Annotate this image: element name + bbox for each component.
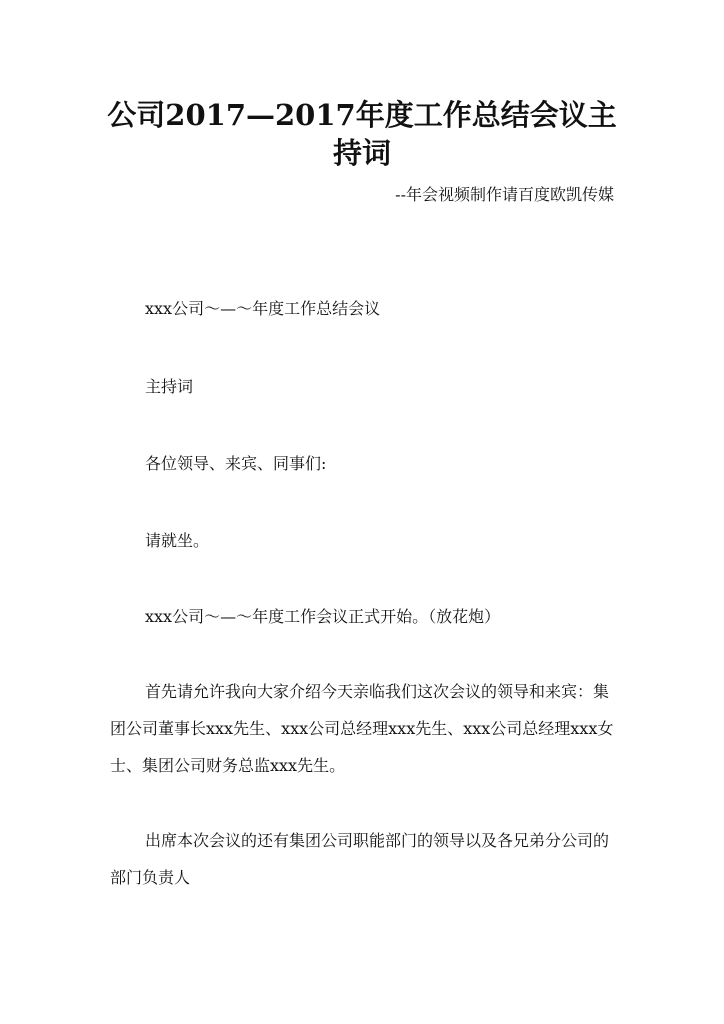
paragraph-greeting: 各位领导、来宾、同事们: [145, 454, 327, 473]
document-title: 公司2017—2017年度工作总结会议主持词 [107, 98, 617, 170]
paragraph-meeting-name: xxx公司～—～年度工作总结会议 [145, 299, 381, 318]
paragraph-introductions: 首先请允许我向大家介绍今天亲临我们这次会议的领导和来宾：集团公司董事长xxx先生、xxx公司总经理xxx先生、xxx公司总经理xxx女士、集团公司财务总监xxx先生。 [110, 682, 614, 775]
paragraph-please-be-seated: 请就坐。 [145, 531, 210, 550]
paragraph-host-script-label: 主持词 [145, 377, 194, 396]
paragraph-meeting-start: xxx公司～—～年度工作会议正式开始。（放花炮） [145, 607, 501, 626]
paragraph-attendees: 出席本次会议的还有集团公司职能部门的领导以及各兄弟分公司的部门负责人 [110, 831, 610, 887]
document-subtitle: --年会视频制作请百度欧凯传媒 [395, 185, 614, 204]
